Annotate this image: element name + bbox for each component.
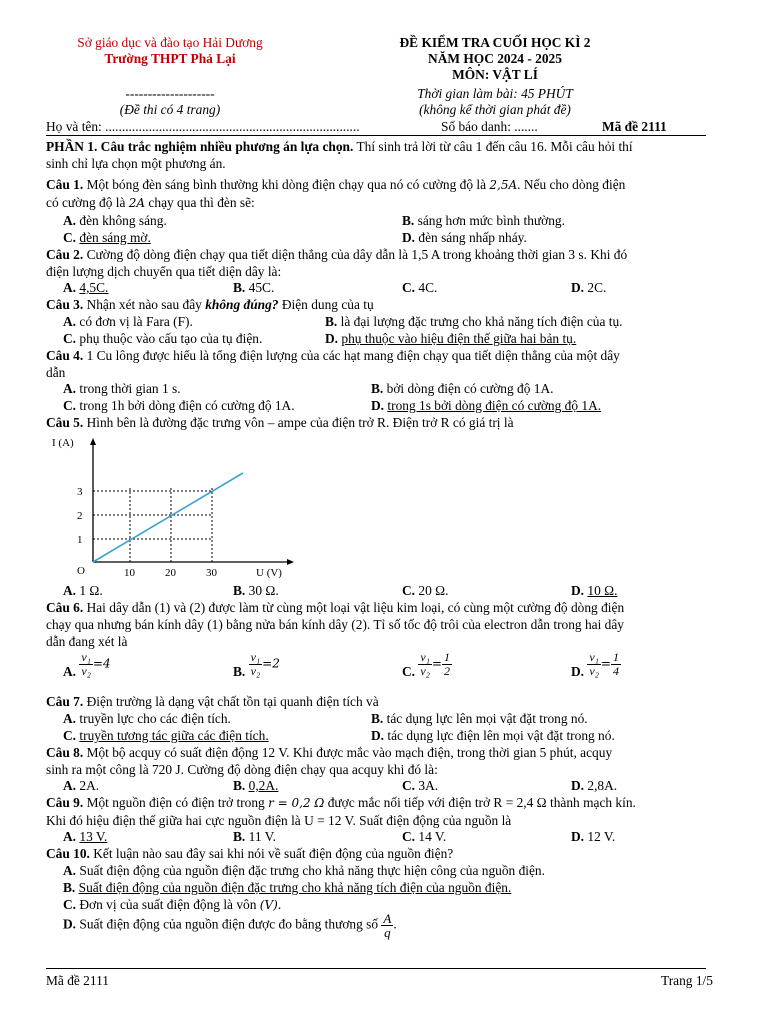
question-label: Câu 10.: [46, 846, 90, 861]
option-text: 1 Ω.: [79, 583, 103, 598]
question-label: Câu 6.: [46, 600, 84, 615]
option-text: tác dụng lực điện lên mọi vật đặt trong nó.: [387, 728, 615, 743]
option-letter: D.: [402, 230, 416, 245]
question-text: Nhận xét nào sau đây: [83, 297, 206, 312]
y-axis-label: I (A): [52, 437, 74, 449]
q9-option-c[interactable]: [402, 828, 446, 845]
q6-option-c[interactable]: C. $\frac{\text{v₁}}{\text{v₂}}$ = $\frac{1}{2}$: [402, 650, 450, 679]
option-letter: B.: [371, 381, 384, 396]
q6-option-a[interactable]: A. $\frac{\text{v₁}}{\text{v₂}}$ =4: [63, 650, 111, 679]
option-letter: C.: [402, 778, 416, 793]
question-text: . Nếu cho dòng điện: [517, 177, 626, 192]
option-text: 10 Ω.: [587, 583, 618, 598]
option-letter: B.: [233, 663, 246, 679]
question-text: Cường độ dòng điện chạy qua tiết diện thẳng của dây dẫn là 1,5 A trong khoảng thời gian 3 s. Khi đó: [83, 247, 628, 262]
question-label: Câu 1.: [46, 177, 84, 192]
footer-divider: [46, 968, 706, 969]
ratio-value: 2: [272, 656, 280, 671]
page-number: Trang 1/5: [661, 973, 713, 988]
question-label: Câu 4.: [46, 348, 84, 363]
question-text: Hai dây dẫn (1) và (2) được làm từ cùng một loại vật liệu kim loại, có cùng một cường độ dòng điện: [83, 600, 625, 615]
question-label: Câu 9.: [46, 795, 84, 810]
option-text: 30 Ω.: [248, 583, 279, 598]
option-letter: B.: [371, 711, 384, 726]
q3-option-a[interactable]: [63, 313, 193, 330]
q2-option-c[interactable]: [402, 279, 437, 296]
question-8: [46, 744, 710, 778]
option-text: 11 V.: [248, 829, 276, 844]
q4-option-a[interactable]: [63, 380, 181, 397]
question-label: Câu 3.: [46, 297, 84, 312]
denominator: v₂: [420, 664, 430, 678]
option-letter: A.: [63, 778, 77, 793]
exam-title: ĐỀ KIỂM TRA CUỐI HỌC KÌ 2: [399, 35, 591, 50]
velocity-ratio: [79, 651, 93, 678]
q2-option-b[interactable]: [233, 279, 274, 296]
y-tick-label: 2: [77, 510, 83, 522]
question-text: Một bộ acquy có suất điện động 12 V. Khi được mắc vào mạch điện, trong thời gian 5 phút, acquy: [83, 745, 613, 760]
question-text: 1 Cu lông được hiểu là tổng điện lượng của các hạt mang điện chạy qua tiết diện thẳng của một dây: [83, 348, 620, 363]
option-letter: C.: [63, 897, 77, 912]
denominator: v₂: [81, 664, 91, 678]
q9-option-b[interactable]: [233, 828, 276, 845]
option-text: 2,8A.: [587, 778, 618, 793]
numerator: 1: [612, 650, 619, 664]
question-text: điện lượng dịch chuyển qua tiết diện dây là:: [46, 264, 282, 279]
option-letter: A.: [63, 280, 77, 295]
question-text: Điện trường là dạng vật chất tồn tại quanh điện tích và: [83, 694, 379, 709]
option-letter: A.: [63, 711, 77, 726]
y-axis-arrow-icon: [90, 438, 96, 445]
option-letter: C.: [402, 280, 416, 295]
q3-option-b[interactable]: [325, 313, 623, 330]
option-text: 45C.: [248, 280, 275, 295]
q10-option-c[interactable]: C. Đơn vị của suất điện động là vôn (V).: [63, 897, 282, 912]
option-letter: B.: [63, 880, 76, 895]
option-text: tác dụng lực lên mọi vật đặt trong nó.: [386, 711, 588, 726]
option-letter: B.: [402, 213, 415, 228]
question-text: có cường độ là: [46, 195, 129, 210]
option-text: truyền tương tác giữa các điện tích.: [79, 728, 269, 743]
option-text: sáng hơn mức bình thường.: [417, 213, 565, 228]
origin-label: O: [77, 565, 85, 577]
option-letter: A.: [63, 663, 77, 679]
question-text: dẫn: [46, 365, 66, 380]
math-unit: (V): [259, 898, 278, 912]
ratio-value: [442, 651, 452, 678]
question-2: [46, 246, 710, 280]
x-axis-label: U (V): [256, 567, 282, 579]
x-tick-label: 30: [206, 567, 217, 579]
student-name-field: Họ và tên: ............................................................................: [46, 119, 360, 134]
q10-option-b[interactable]: [63, 879, 511, 896]
question-9: [46, 794, 710, 829]
question-5: [46, 414, 710, 431]
ratio-value: [611, 651, 621, 678]
option-text: Đơn vị của suất điện động là vôn: [79, 897, 260, 912]
option-text: phụ thuộc vào cấu tạo của tụ điện.: [79, 331, 263, 346]
option-letter: D.: [63, 916, 77, 932]
q4-option-d[interactable]: [371, 397, 601, 414]
question-text: sinh ra một công là 720 J. Cường độ dòng điện chạy qua acquy khi đó là:: [46, 762, 438, 777]
q8-option-c[interactable]: [402, 777, 438, 794]
q9-option-a[interactable]: [63, 828, 107, 845]
option-text: đèn không sáng.: [79, 213, 167, 228]
option-text: trong thời gian 1 s.: [79, 381, 181, 396]
q8-option-b[interactable]: [233, 777, 278, 794]
exam-duration: Thời gian làm bài: 45 PHÚT: [417, 86, 573, 101]
question-4: [46, 347, 710, 381]
numerator: v₁: [250, 650, 261, 664]
q5-option-d[interactable]: [571, 582, 617, 599]
option-text: 12 V.: [587, 829, 616, 844]
question-text: dẫn đang xét là: [46, 634, 128, 649]
question-text: Kết luận nào sau đây sai khi nói về suất điện động của nguồn điện?: [89, 846, 454, 861]
numerator: v₁: [420, 650, 430, 664]
q8-option-d[interactable]: [571, 777, 617, 794]
option-letter: D.: [371, 398, 385, 413]
question-10: [46, 845, 710, 862]
option-letter: D.: [571, 829, 585, 844]
option-letter: A.: [63, 381, 77, 396]
option-letter: A.: [63, 829, 77, 844]
q4-option-c[interactable]: [63, 397, 295, 414]
denominator: v₂: [589, 664, 599, 678]
option-text: Suất điện động của nguồn điện đặc trưng cho khả năng thực hiện công của nguồn điện.: [79, 863, 545, 878]
option-text: đèn sáng nhấp nháy.: [418, 230, 527, 245]
math-resistance: r = 0,2 Ω: [268, 796, 325, 810]
math-current: 2A: [128, 196, 146, 210]
question-text: chạy qua nhưng bán kính dây (1) bằng nửa bán kính dây (2). Tỉ số tốc độ trôi của electron dẫn trong hai dây: [46, 617, 625, 632]
denominator: v₂: [250, 664, 261, 678]
q1-option-d[interactable]: [402, 229, 527, 246]
question-label: Câu 7.: [46, 694, 84, 709]
q1-option-c[interactable]: [63, 229, 151, 246]
question-3: [46, 296, 710, 313]
exam-code: Mã đề 2111: [602, 119, 667, 134]
header-dashes: --------------------: [125, 86, 215, 101]
option-letter: A.: [63, 314, 77, 329]
q7-option-b[interactable]: [371, 710, 588, 727]
q10-option-a[interactable]: [63, 862, 545, 879]
footer-exam-code: Mã đề 2111: [46, 973, 109, 988]
q10-option-d[interactable]: D. Suất điện động của nguồn điện được đo bằng thương số $\frac{A}{q}$ .: [63, 911, 397, 940]
option-text: Suất điện động của nguồn điện đặc trưng cho khả năng tích điện của nguồn điện.: [78, 880, 512, 895]
y-tick-label: 3: [77, 486, 83, 498]
option-letter: B.: [233, 778, 246, 793]
part1-instruction: Thí sinh trả lời từ câu 1 đến câu 16. Mỗi câu hỏi thí: [353, 139, 633, 154]
question-text: Hình bên là đường đặc trưng vôn – ampe của điện trở R. Điện trở R có giá trị là: [83, 415, 514, 430]
velocity-ratio: [587, 651, 601, 678]
option-text: 20 Ω.: [418, 583, 449, 598]
emphasis-text: không đúng?: [205, 297, 279, 312]
option-text: đèn sáng mờ.: [79, 230, 151, 245]
math-current: 2,5A: [489, 178, 518, 192]
option-letter: C.: [402, 829, 416, 844]
subject: MÔN: VẬT LÍ: [452, 67, 538, 82]
denominator: 2: [443, 664, 450, 678]
option-letter: C.: [63, 398, 77, 413]
characteristic-line: [93, 473, 243, 562]
option-text: trong 1s bởi dòng điện có cường độ 1A.: [387, 398, 602, 413]
q2-option-d[interactable]: [571, 279, 606, 296]
ratio-value: 4: [102, 656, 111, 671]
question-text: Khi đó hiệu điện thế giữa hai cực nguồn điện là U = 12 V. Suất điện động của nguồn là: [46, 813, 512, 828]
q6-option-b[interactable]: B. $\frac{\text{v₁}}{\text{v₂}}$ =2: [233, 650, 280, 679]
question-1: [46, 176, 710, 212]
option-letter: D.: [571, 280, 585, 295]
option-text: phụ thuộc vào hiệu điện thế giữa hai bản tụ.: [341, 331, 577, 346]
question-text: chạy qua thì đèn sẽ:: [145, 195, 255, 210]
option-letter: B.: [233, 829, 246, 844]
option-text: 2C.: [587, 280, 607, 295]
question-text: Điện dung của tụ: [278, 297, 374, 312]
q3-option-c[interactable]: [63, 330, 262, 347]
velocity-ratio: [249, 651, 263, 678]
question-label: Câu 8.: [46, 745, 84, 760]
part1-instruction-cont: sinh chỉ lựa chọn một phương án.: [46, 156, 226, 171]
q1-option-b[interactable]: [402, 212, 565, 229]
option-text: 3A.: [418, 778, 439, 793]
page-count-note: (Đề thi có 4 trang): [119, 102, 221, 117]
part1-heading: [46, 138, 710, 172]
option-letter: B.: [233, 280, 246, 295]
option-letter: C.: [63, 230, 77, 245]
option-letter: B.: [233, 583, 246, 598]
school-name: Trường THPT Phả Lại: [104, 51, 236, 66]
q2-option-a[interactable]: [63, 279, 108, 296]
option-text: là đại lượng đặc trưng cho khả năng tích điện của tụ.: [340, 314, 623, 329]
q7-option-a[interactable]: [63, 710, 231, 727]
option-letter: B.: [325, 314, 338, 329]
option-letter: C.: [402, 583, 416, 598]
school-year: NĂM HỌC 2024 - 2025: [428, 51, 562, 66]
option-letter: A.: [63, 863, 77, 878]
numerator: A: [383, 911, 392, 926]
option-text: 13 V.: [79, 829, 108, 844]
option-text: 14 V.: [418, 829, 447, 844]
question-text: Một bóng đèn sáng bình thường khi dòng điện chạy qua nó có cường độ là: [83, 177, 490, 192]
x-axis-arrow-icon: [287, 559, 294, 565]
question-7: [46, 693, 710, 710]
part1-title: PHẦN 1. Câu trắc nghiệm nhiều phương án lựa chọn.: [46, 139, 354, 154]
option-letter: D.: [571, 778, 585, 793]
question-text: Một nguồn điện có điện trở trong: [83, 795, 269, 810]
option-text: 0,2A.: [248, 778, 279, 793]
option-letter: D.: [325, 331, 339, 346]
y-tick-label: 1: [77, 534, 83, 546]
option-text: 4C.: [418, 280, 438, 295]
numerator: v₁: [81, 650, 91, 664]
q9-option-d[interactable]: [571, 828, 615, 845]
option-text: truyền lực cho các điện tích.: [79, 711, 231, 726]
question-label: Câu 5.: [46, 415, 84, 430]
q6-option-d[interactable]: D. $\frac{\text{v₁}}{\text{v₂}}$ = $\frac{1}{4}$: [571, 650, 619, 679]
q3-option-d[interactable]: [325, 330, 576, 347]
question-text: được mắc nối tiếp với điện trở R = 2,4 Ω thành mạch kín.: [324, 795, 636, 810]
option-text: có đơn vị là Fara (F).: [79, 314, 193, 329]
numerator: v₁: [589, 650, 599, 664]
student-id-field: Số báo danh: .......: [441, 119, 538, 134]
header-divider: [46, 135, 706, 136]
option-text: Suất điện động của nguồn điện được đo bằng thương số: [79, 916, 382, 932]
charge-ratio: [381, 912, 393, 939]
q4-option-b[interactable]: [371, 380, 553, 397]
q5-option-c[interactable]: [402, 582, 448, 599]
velocity-ratio: [418, 651, 432, 678]
option-text: trong 1h bởi dòng điện có cường độ 1A.: [79, 398, 295, 413]
question-6: [46, 599, 710, 650]
x-tick-label: 20: [165, 567, 176, 579]
denominator: q: [384, 925, 391, 940]
option-text: 2A.: [79, 778, 100, 793]
option-letter: D.: [571, 583, 585, 598]
option-letter: D.: [571, 663, 585, 679]
q1-option-a[interactable]: [63, 212, 167, 229]
option-letter: A.: [63, 213, 77, 228]
option-letter: C.: [63, 728, 77, 743]
q5-option-b[interactable]: [233, 582, 279, 599]
denominator: 4: [612, 664, 619, 678]
q7-option-d[interactable]: [371, 727, 615, 744]
x-tick-label: 10: [124, 567, 135, 579]
option-text: 4,5C.: [79, 280, 109, 295]
option-text: bởi dòng điện có cường độ 1A.: [386, 381, 554, 396]
question-label: Câu 2.: [46, 247, 84, 262]
numerator: 1: [443, 650, 450, 664]
option-letter: D.: [371, 728, 385, 743]
q5-option-a[interactable]: [63, 582, 103, 599]
iv-characteristic-graph: [40, 432, 300, 582]
q8-option-a[interactable]: [63, 777, 99, 794]
option-letter: A.: [63, 583, 77, 598]
q7-option-c[interactable]: [63, 727, 269, 744]
duration-note: (không kể thời gian phát đề): [419, 102, 571, 117]
option-letter: C.: [63, 331, 77, 346]
department-name: Sở giáo dục và đào tạo Hải Dương: [77, 35, 263, 50]
option-letter: C.: [402, 663, 416, 679]
